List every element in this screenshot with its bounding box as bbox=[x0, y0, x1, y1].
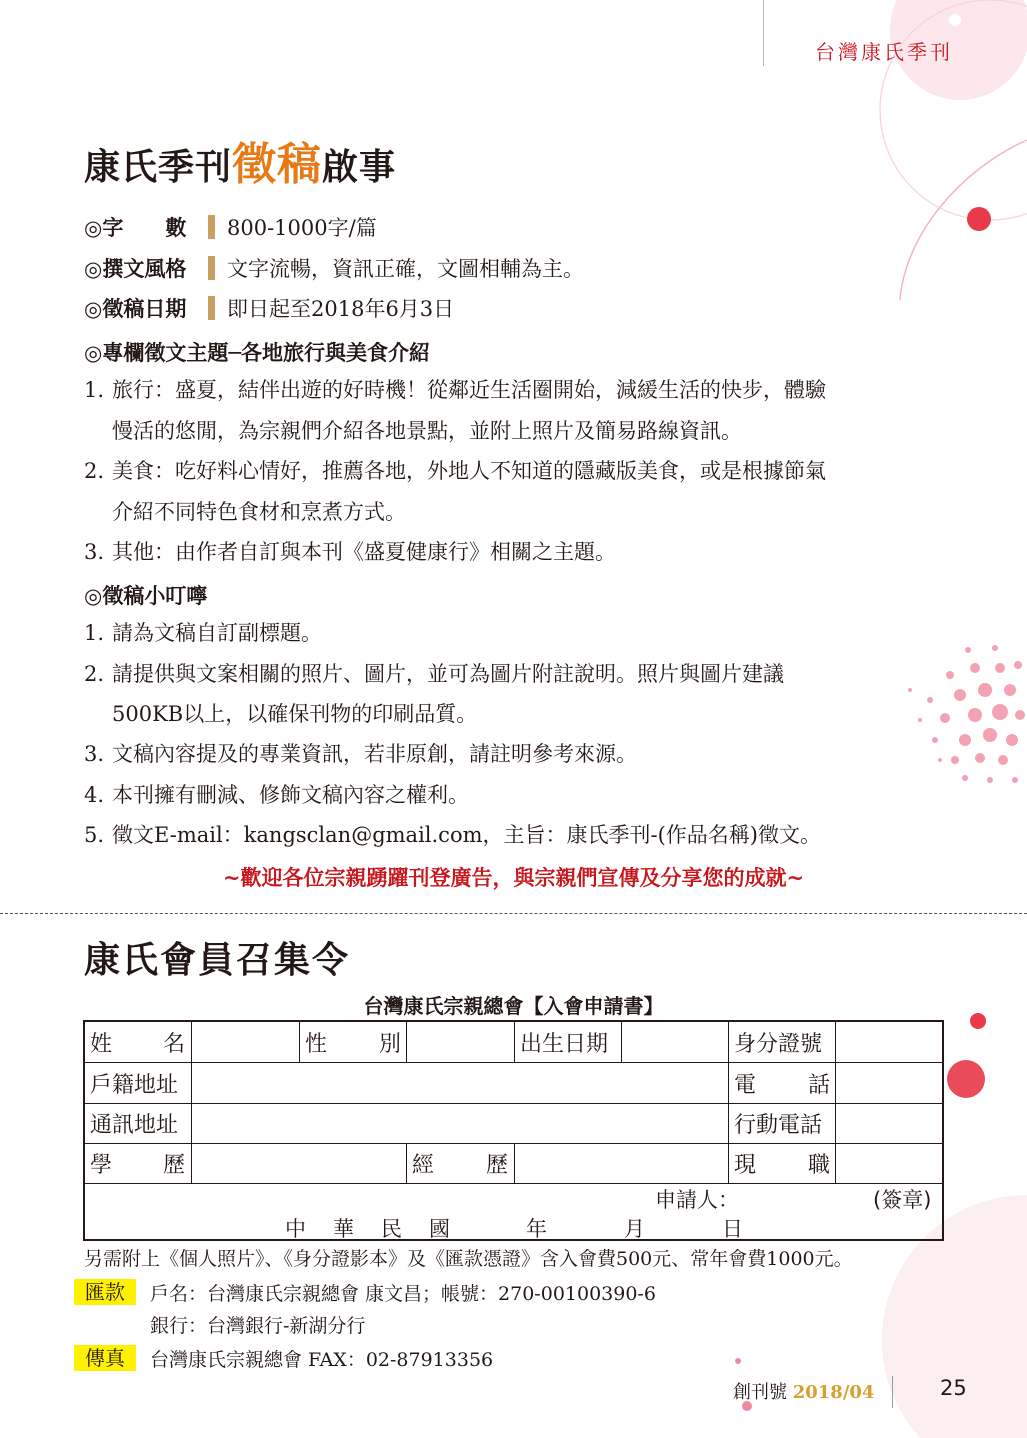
label-char: 職 bbox=[807, 1152, 830, 1178]
list-text: 旅行：盛夏，結伴出遊的好時機！從鄰近生活圈開始，減緩生活的快步，體驗 bbox=[112, 378, 826, 402]
list-text-cont: 500KB以上，以確保刊物的印刷品質。 bbox=[112, 702, 478, 726]
label-char: 話 bbox=[807, 1072, 830, 1098]
list-number: 2. bbox=[84, 459, 105, 483]
label-text: 戶籍地址 bbox=[90, 1072, 179, 1098]
theme-heading: ◎專欄徵文主題─各地旅行與美食介紹 bbox=[84, 341, 430, 365]
fax-number: 台灣康氏宗親總會 FAX：02-87913356 bbox=[150, 1349, 494, 1371]
label-char: 歷 bbox=[162, 1152, 185, 1178]
job-input[interactable] bbox=[840, 1143, 937, 1183]
list-number: 5. bbox=[84, 823, 105, 847]
col-divider bbox=[406, 1022, 407, 1062]
notice-title-suffix: 啟事 bbox=[322, 146, 397, 188]
list-text: 文稿內容提及的專業資訊，若非原創，請註明參考來源。 bbox=[112, 742, 637, 766]
label-char: 姓 bbox=[90, 1031, 113, 1057]
remit-bank: 銀行：台灣銀行-新湖分行 bbox=[150, 1315, 366, 1337]
label-text: 身分證號 bbox=[734, 1031, 823, 1057]
label-birth bbox=[520, 1022, 616, 1062]
dashed-divider bbox=[0, 913, 1027, 914]
date-char: 月 bbox=[624, 1217, 645, 1241]
list-number: 2. bbox=[84, 662, 105, 686]
col-divider bbox=[621, 1022, 622, 1062]
info-label: ◎字 數 bbox=[84, 216, 187, 240]
applicant-label: 申請人： bbox=[655, 1188, 739, 1212]
label-bar bbox=[208, 256, 215, 280]
list-number: 1. bbox=[84, 378, 105, 402]
col-divider bbox=[406, 1143, 407, 1183]
info-label: ◎徵稿日期 bbox=[84, 297, 187, 321]
info-value: 文字流暢，資訊正確，文圖相輔為主。 bbox=[227, 257, 584, 281]
list-text: 請提供與文案相關的照片、圖片，並可為圖片附註說明。照片與圖片建議 bbox=[112, 662, 784, 686]
label-name bbox=[90, 1022, 185, 1062]
application-form bbox=[83, 1020, 944, 1241]
list-text: 美食：吃好料心情好，推薦各地，外地人不知道的隱藏版美食，或是根據節氣 bbox=[112, 459, 826, 483]
label-mobile bbox=[734, 1103, 830, 1143]
remit-tag: 匯款 bbox=[74, 1279, 136, 1305]
info-value: 即日起至2018年6月3日 bbox=[227, 297, 455, 321]
list-text-cont: 慢活的悠閒，為宗親們介紹各地景點，並附上照片及簡易路線資訊。 bbox=[112, 419, 742, 443]
col-divider bbox=[728, 1022, 729, 1183]
gender-input[interactable] bbox=[411, 1022, 508, 1062]
issue-info bbox=[733, 1378, 874, 1404]
remit-account: 戶名：台灣康氏宗親總會 康文昌；帳號：270-00100390-6 bbox=[150, 1283, 656, 1305]
seal-label: (簽章) bbox=[873, 1188, 932, 1212]
name-input[interactable] bbox=[196, 1022, 293, 1062]
attachment-note: 另需附上《個人照片》、《身分證影本》及《匯款憑證》含入會費500元、常年會費1000元。 bbox=[84, 1248, 853, 1270]
label-mail-address bbox=[90, 1103, 185, 1143]
info-date bbox=[84, 294, 454, 324]
notice-title-highlight: 徵稿 bbox=[232, 139, 323, 190]
label-gender bbox=[305, 1022, 401, 1062]
list-number: 3. bbox=[84, 540, 105, 564]
id-input[interactable] bbox=[840, 1022, 937, 1062]
issue-label: 創刊號 bbox=[733, 1382, 787, 1403]
list-text: 本刊擁有刪減、修飾文稿內容之權利。 bbox=[112, 783, 469, 807]
label-char: 別 bbox=[378, 1031, 401, 1057]
col-divider bbox=[191, 1022, 192, 1183]
notice-title bbox=[84, 128, 396, 192]
magazine-name: 台灣康氏季刊 bbox=[815, 40, 953, 64]
date-char: 年 bbox=[526, 1217, 547, 1241]
date-char: 中 bbox=[285, 1217, 306, 1241]
info-label: ◎撰文風格 bbox=[84, 257, 187, 281]
col-divider bbox=[835, 1022, 836, 1183]
label-job bbox=[734, 1143, 830, 1183]
list-text-cont: 介紹不同特色食材和烹煮方式。 bbox=[112, 500, 406, 524]
label-id bbox=[734, 1022, 830, 1062]
label-text: 出生日期 bbox=[520, 1031, 609, 1057]
list-item bbox=[84, 532, 616, 572]
welcome-message: ~歡迎各位宗親踴躍刊登廣告，與宗親們宣傳及分享您的成就~ bbox=[222, 865, 805, 890]
experience-input[interactable] bbox=[519, 1143, 723, 1183]
list-item bbox=[84, 613, 322, 653]
fax-tag: 傳真 bbox=[74, 1345, 136, 1371]
label-char: 經 bbox=[412, 1152, 435, 1178]
household-input[interactable] bbox=[196, 1063, 723, 1103]
list-item bbox=[84, 734, 637, 774]
info-word-count bbox=[84, 213, 377, 243]
label-bar bbox=[208, 215, 215, 239]
list-text[interactable]: 徵文E-mail：kangsclan@gmail.com，主旨：康氏季刊-(作品名稱)徵文。 bbox=[112, 823, 821, 847]
page-number: 25 bbox=[940, 1376, 967, 1400]
list-item bbox=[84, 815, 821, 855]
date-char: 國 bbox=[429, 1217, 450, 1241]
form-title: 台灣康氏宗親總會【入會申請書】 bbox=[363, 994, 664, 1018]
label-char: 現 bbox=[734, 1152, 757, 1178]
list-item bbox=[84, 654, 784, 694]
info-style bbox=[84, 254, 584, 284]
info-value: 800-1000字/篇 bbox=[227, 216, 377, 240]
label-experience bbox=[412, 1143, 508, 1183]
col-divider bbox=[299, 1022, 300, 1062]
label-char: 學 bbox=[90, 1152, 113, 1178]
list-number: 4. bbox=[84, 783, 105, 807]
list-number: 1. bbox=[84, 621, 105, 645]
label-text: 行動電話 bbox=[734, 1112, 823, 1138]
label-household bbox=[90, 1063, 185, 1103]
label-char: 歷 bbox=[485, 1152, 508, 1178]
date-char: 華 bbox=[333, 1217, 354, 1241]
education-input[interactable] bbox=[196, 1143, 401, 1183]
phone-input[interactable] bbox=[840, 1063, 937, 1103]
row-divider bbox=[85, 1183, 942, 1184]
label-char: 名 bbox=[162, 1031, 185, 1057]
label-text: 通訊地址 bbox=[90, 1112, 179, 1138]
date-char: 日 bbox=[722, 1217, 743, 1241]
notice-title-prefix: 康氏季刊 bbox=[84, 146, 233, 188]
issue-date: 2018/04 bbox=[792, 1382, 875, 1403]
col-divider bbox=[514, 1022, 515, 1062]
label-bar bbox=[208, 296, 215, 320]
footer-divider bbox=[892, 1376, 893, 1408]
header-divider bbox=[763, 0, 764, 66]
label-char: 電 bbox=[734, 1072, 757, 1098]
mobile-input[interactable] bbox=[840, 1103, 937, 1143]
list-text: 請為文稿自訂副標題。 bbox=[112, 621, 322, 645]
mail-address-input[interactable] bbox=[196, 1103, 723, 1143]
label-char: 性 bbox=[305, 1031, 328, 1057]
birth-input[interactable] bbox=[626, 1022, 723, 1062]
list-item bbox=[84, 775, 469, 815]
list-item bbox=[84, 451, 826, 491]
tips-heading: ◎徵稿小叮嚀 bbox=[84, 584, 208, 608]
list-text: 其他：由作者自訂與本刊《盛夏健康行》相關之主題。 bbox=[112, 540, 616, 564]
label-phone bbox=[734, 1063, 830, 1103]
recruit-title: 康氏會員召集令 bbox=[84, 939, 351, 981]
list-item bbox=[84, 370, 826, 410]
label-education bbox=[90, 1143, 185, 1183]
list-number: 3. bbox=[84, 742, 105, 766]
date-char: 民 bbox=[381, 1217, 402, 1241]
col-divider bbox=[514, 1143, 515, 1183]
